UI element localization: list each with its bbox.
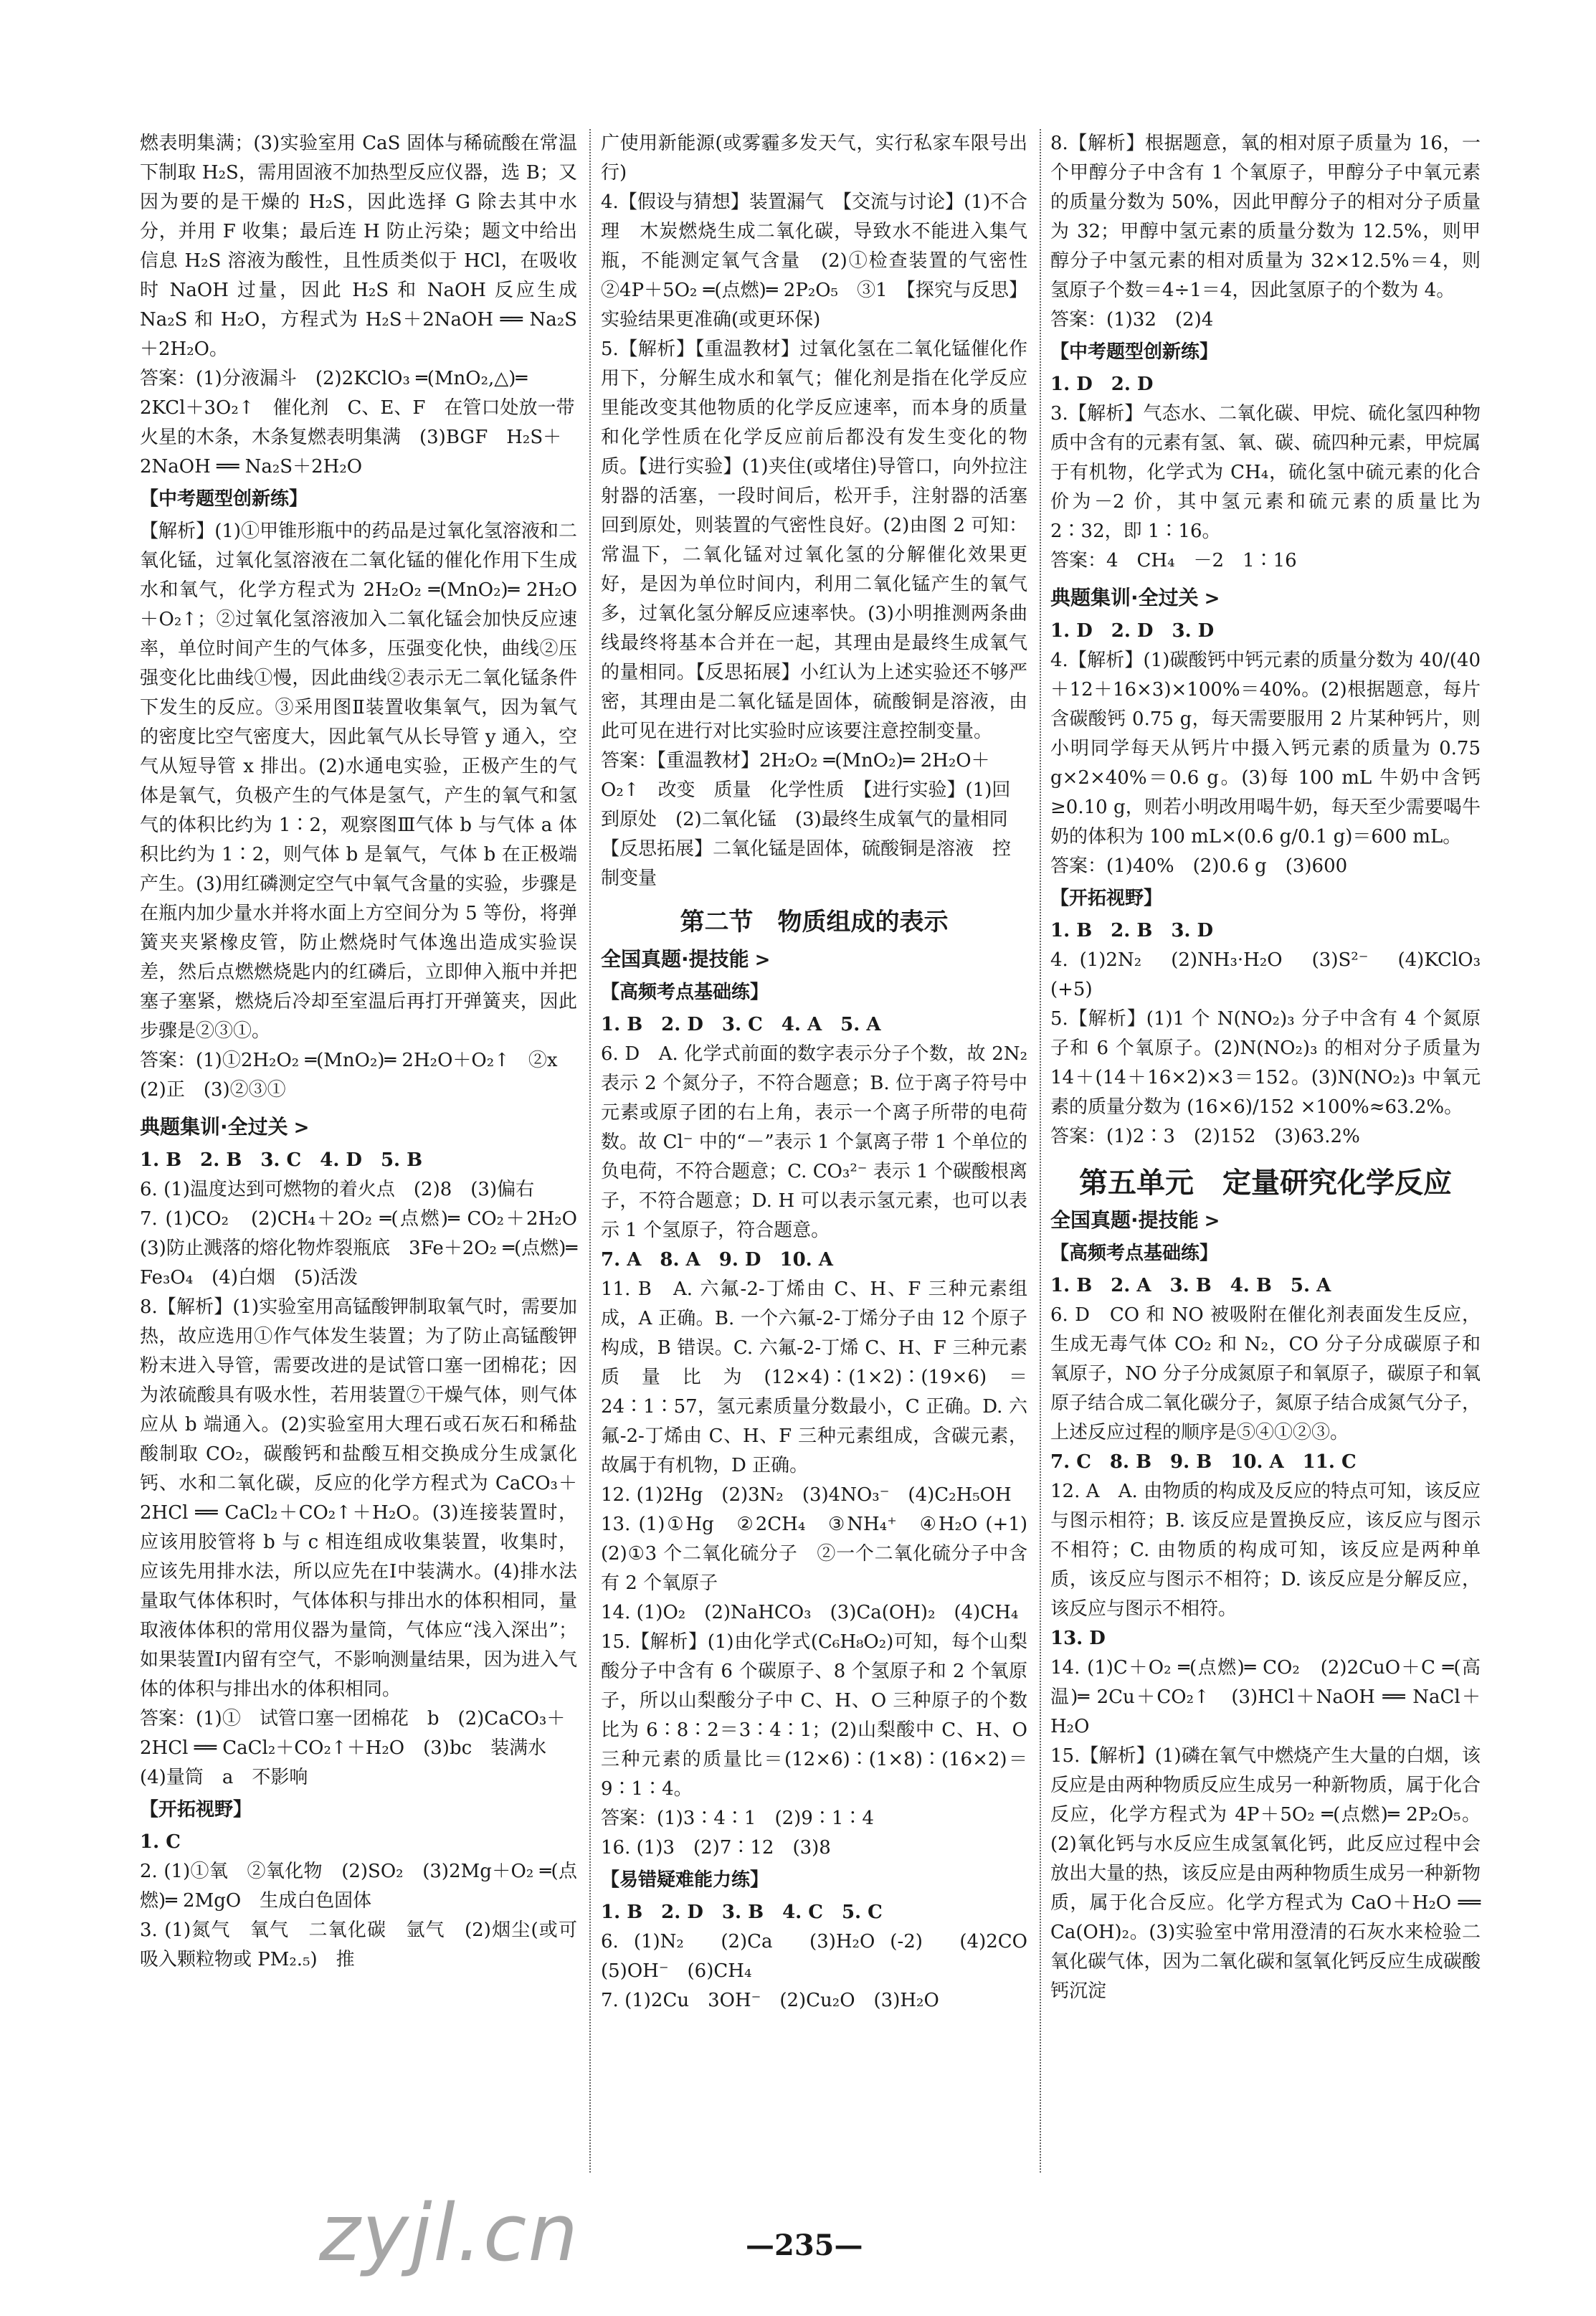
- answer-line: 答案：(1)①2H₂O₂ ═(MnO₂)═ 2H₂O＋O₂↑ ②x (2)正 (3)②③①: [140, 1050, 576, 1101]
- answer-list: 7. C 8. B 9. B 10. A 11. C: [1050, 1451, 1357, 1473]
- answer-list: 1. C: [140, 1831, 181, 1853]
- paragraph: 8.【解析】根据题意，氧的相对原子质量为 16，一个甲醇分子中含有 1 个氧原子，甲醇分子中氧元素的质量分数为 50%，因此甲醇分子的相对分子质量为 32；甲醇中氢元素的质量分数为 12.5%，则甲醇分子中氢元素的相对质量为 32×12.5%＝4，则氢原子个数＝4÷1＝4，因此氢原子的个数为 4。: [1050, 133, 1481, 301]
- chevron-right-icon: >: [754, 949, 771, 971]
- paragraph: 4.【解析】(1)碳酸钙中钙元素的质量分数为 40/(40＋12＋16×3)×100%＝40%。(2)根据题意，每片含碳酸钙 0.75 g，每天需要服用 2 片某种钙片，则小明同学每天从钙片中摄入钙元素的质量为 0.75 g×2×40%＝0.6 g。(3)每 100 mL 牛奶中含钙≥0.10 g，则若小明改用喝牛奶，每天至少需要喝牛奶的体积为 100 mL×(0.6 g/0.1 g)＝600 mL。: [1050, 650, 1481, 848]
- answer-list: 1. B 2. A 3. B 4. B 5. A: [1050, 1275, 1331, 1296]
- chevron-right-icon: >: [1204, 588, 1220, 609]
- answer-list: 1. B 2. D 3. B 4. C 5. C: [601, 1902, 883, 1923]
- answer-list: 1. D 2. D 3. D: [1050, 620, 1215, 642]
- page-number: —235—: [746, 2229, 863, 2262]
- watermark: zyjl.cn: [319, 2187, 580, 2279]
- answer-list: 7. (1)CO₂ (2)CH₄＋2O₂ ═(点燃)═ CO₂＋2H₂O (3)防止溅落的熔化物炸裂瓶底 3Fe＋2O₂ ═(点燃)═ Fe₃O₄ (4)白烟 (5)活泼: [140, 1208, 597, 1288]
- answer-line: 答案：【重温教材】2H₂O₂ ═(MnO₂)═ 2H₂O＋O₂↑ 改变 质量 化学性质 【进行实验】(1)回到原处 (2)二氧化锰 (3)最终生成氧气的量相同 【反思拓展】二氧化锰是固体，硫酸铜是溶液 控制变量: [601, 750, 1027, 889]
- unit-heading: 第五单元 定量研究化学反应: [1079, 1167, 1452, 1200]
- answer-line: 答案：4 CH₄ －2 1∶16: [1050, 550, 1297, 571]
- subsection-heading: 【中考题型创新练】: [140, 488, 308, 510]
- answer-list: 6. (1)温度达到可燃物的着火点 (2)8 (3)偏右: [140, 1179, 535, 1200]
- paragraph: 3.【解析】气态水、二氧化碳、甲烷、硫化氢四种物质中含有的元素有氢、氧、碳、硫四种元素，甲烷属于有机物，化学式为 CH₄，硫化氢中硫元素的化合价为－2 价，其中氢元素和硫元素的质量比为 2∶32，即 1∶16。: [1050, 403, 1481, 542]
- subsection-heading: 【开拓视野】: [140, 1799, 252, 1821]
- answer-list: 1. B 2. D 3. C 4. A 5. A: [601, 1014, 881, 1035]
- answer-line: 答案：(1)分液漏斗 (2)2KClO₃ ═(MnO₂,△)═ 2KCl＋3O₂↑ 催化剂 C、E、F 在管口处放一带火星的木条，木条复燃表明集满 (3)BGF H₂S＋2NaOH ══ Na₂S＋2H₂O: [140, 368, 575, 478]
- subsection-heading: 【开拓视野】: [1050, 888, 1163, 909]
- section-heading: 典题集训·全过关 >: [140, 1112, 577, 1143]
- answer-list: 7. A 8. A 9. D 10. A: [601, 1249, 833, 1271]
- column-divider-right: [1040, 129, 1041, 2173]
- answer-list: 2. (1)①氧 ②氧化物 (2)SO₂ (3)2Mg＋O₂ ═(点燃)═ 2MgO 生成白色固体: [140, 1861, 577, 1912]
- chevron-right-icon: >: [293, 1117, 310, 1139]
- subsection-heading: 【易错疑难能力练】: [601, 1869, 769, 1891]
- subsection-heading: 【高频考点基础练】: [1050, 1243, 1219, 1264]
- paragraph: 5.【解析】【重温教材】过氧化氢在二氧化锰催化作用下，分解生成水和氧气；催化剂是指在化学反应里能改变其他物质的化学反应速率，而本身的质量和化学性质在化学反应前后都没有发生变化的物质。【进行实验】(1)夹住(或堵住)导管口，向外拉注射器的活塞，一段时间后，松开手，注射器的活塞回到原处，则装置的气密性良好。(2)由图 2 可知：常温下，二氧化锰对过氧化氢的分解催化效果更好，是因为单位时间内，利用二氧化锰产生的氧气多，过氧化氢分解反应速率快。(3)小明推测两条曲线最终将基本合并在一起，其理由是最终生成氧气的量相同。【反思拓展】小红认为上述实验还不够严密，其理由是二氧化锰是固体，硫酸铜是溶液，由此可见在进行对比实验时应该要注意控制变量。: [601, 338, 1027, 742]
- answer-list: 3. (1)氮气 氧气 二氧化碳 氩气 (2)烟尘(或可吸入颗粒物或 PM₂.₅) 推: [140, 1919, 577, 1970]
- answer-line: 答案：(1)32 (2)4: [1050, 309, 1214, 331]
- section-heading: 全国真题·提技能 >: [601, 944, 1027, 975]
- paragraph: 8.【解析】(1)实验室用高锰酸钾制取氧气时，需要加热，故应选用①作气体发生装置；为了防止高锰酸钾粉末进入导管，需要改进的是试管口塞一团棉花；因为浓硫酸具有吸水性，若用装置⑦干燥气体，则气体应从 b 端通入。(2)实验室用大理石或石灰石和稀盐酸制取 CO₂，碳酸钙和盐酸互相交换成分生成氯化钙、水和二氧化碳，反应的化学方程式为 CaCO₃＋2HCl ══ CaCl₂＋CO₂↑＋H₂O。(3)连接装置时，应该用胶管将 b 与 c 相连组成收集装置，收集时，应该先用排水法，所以应先在Ⅰ中装满水。(4)排水法量取气体体积时，气体体积与排出水的体积相同，量取液体体积的常用仪器为量筒，气体应“浅入深出”；如果装置Ⅰ内留有空气，不影响测量结果，因为进入气体的体积与排出水的体积相同。: [140, 1296, 577, 1700]
- column-middle: [601, 129, 1047, 2165]
- subsection-heading: 【高频考点基础练】: [601, 982, 769, 1003]
- answer-list: 1. B 2. B 3. C 4. D 5. B: [140, 1149, 423, 1171]
- paragraph: 12. A A. 由物质的构成及反应的特点可知，该反应与图示相符；B. 该反应是置换反应，该反应与图示不相符；C. 由物质的构成可知，该反应是两种单质，该反应与图示不相符；D. 该反应是分解反应，该反应与图示不相符。: [1050, 1481, 1481, 1620]
- paragraph: 6. D CO 和 NO 被吸附在催化剂表面发生反应，生成无毒气体 CO₂ 和 N₂，CO 分子分成碳原子和氧原子，NO 分子分成氮原子和氧原子，碳原子和氧原子结合成二氧化碳分子，氮原子结合成氮气分子，上述反应过程的顺序是⑤④①②③。: [1050, 1304, 1481, 1443]
- paragraph: 15.【解析】(1)由化学式(C₆H₈O₂)可知，每个山梨酸分子中含有 6 个碳原子、8 个氢原子和 2 个氧原子，所以山梨酸分子中 C、H、O 三种原子的个数比为 6∶8∶2＝3∶4∶1；(2)山梨酸中 C、H、O 三种元素的质量比＝(12×6)∶(1×8)∶(16×2)＝9∶1∶4。: [601, 1631, 1027, 1800]
- answer-list: 14. (1)C＋O₂ ═(点燃)═ CO₂ (2)2CuO＋C ═(高温)═ 2Cu＋CO₂↑ (3)HCl＋NaOH ══ NaCl＋H₂O: [1050, 1657, 1481, 1737]
- paragraph: 15.【解析】(1)磷在氧气中燃烧产生大量的白烟，该反应是由两种物质反应生成另一种新物质，属于化合反应，化学方程式为 4P＋5O₂ ═(点燃)═ 2P₂O₅。(2)氧化钙与水反应生成氢氧化钙，此反应过程中会放出大量的热，该反应是由两种物质生成另一种新物质，属于化合反应。化学方程式为 CaO＋H₂O ══ Ca(OH)₂。(3)实验室中常用澄清的石灰水来检验二氧化碳气体，因为二氧化碳和氢氧化钙反应生成碳酸钙沉淀: [1050, 1745, 1481, 2002]
- answer-list: 13. (1)①Hg ②2CH₄ ③NH₄⁺ ④H₂O (+1) (2)①3 个二氧化硫分子 ②一个二氧化硫分子中含有 2 个氧原子: [601, 1514, 1047, 1594]
- column-right: [1050, 129, 1481, 2165]
- answer-list: 16. (1)3 (2)7∶12 (3)8: [601, 1837, 831, 1859]
- paragraph: 燃表明集满；(3)实验室用 CaS 固体与稀硫酸在常温下制取 H₂S，需用固液不加热型反应仪器，选 B；又因为要的是干燥的 H₂S，因此选择 G 除去其中水分，并用 F 收集；最后连 H 防止污染；题文中给出信息 H₂S 溶液为酸性，且性质类似于 HCl，在吸收时 NaOH 过量，因此 H₂S 和 NaOH 反应生成 Na₂S 和 H₂O，方程式为 H₂S＋2NaOH ══ Na₂S＋2H₂O。: [140, 133, 577, 360]
- section-heading: 全国真题·提技能 >: [1050, 1205, 1481, 1236]
- answer-list: 1. D 2. D: [1050, 374, 1154, 395]
- column-left: [140, 129, 597, 2165]
- chevron-right-icon: >: [1204, 1210, 1220, 1232]
- answer-list: 7. (1)2Cu 3OH⁻ (2)Cu₂O (3)H₂O: [601, 1990, 939, 2011]
- answer-line: 答案：(1)2∶3 (2)152 (3)63.2%: [1050, 1126, 1360, 1147]
- answer-list: 14. (1)O₂ (2)NaHCO₃ (3)Ca(OH)₂ (4)CH₄: [601, 1602, 1019, 1623]
- answer-line: 答案：(1)① 试管口塞一团棉花 b (2)CaCO₃＋2HCl ══ CaCl₂＋CO₂↑＋H₂O (3)bc 装满水 (4)量筒 a 不影响: [140, 1708, 566, 1788]
- answer-list: 4.【假设与猜想】装置漏气 【交流与讨论】(1)不合理 木炭燃烧生成二氧化碳，导致水不能进入集气瓶，不能测定氧气含量 (2)①检查装置的气密性 ②4P＋5O₂ ═(点燃)═ 2P₂O₅ ③1 【探究与反思】实验结果更准确(或更环保): [601, 191, 1047, 331]
- chapter-heading: 第二节 物质组成的表示: [680, 908, 949, 936]
- paragraph: 11. B A. 六氟-2-丁烯由 C、H、F 三种元素组成，A 正确。B. 一个六氟-2-丁烯分子由 12 个原子构成，B 错误。C. 六氟-2-丁烯 C、H、F 三种元素质量比为(12×4)∶(1×2)∶(19×6)＝24∶1∶57，氢元素质量分数最小，C 正确。D. 六氟-2-丁烯由 C、H、F 三种元素组成，含碳元素，故属于有机物，D 正确。: [601, 1278, 1027, 1476]
- paragraph: 广使用新能源(或雾霾多发天气，实行私家车限号出行): [601, 133, 1027, 184]
- answer-line: 答案：(1)40% (2)0.6 g (3)600: [1050, 855, 1348, 877]
- section-heading: 典题集训·全过关 >: [1050, 583, 1481, 614]
- subsection-heading: 【中考题型创新练】: [1050, 341, 1219, 363]
- answer-list: 4. (1)2N₂ (2)NH₃·H₂O (3)S²⁻ (4)KClO₃ (+5): [1050, 949, 1481, 1000]
- answer-list: 13. D: [1050, 1628, 1106, 1649]
- paragraph: 【解析】(1)①甲锥形瓶中的药品是过氧化氢溶液和二氧化锰，过氧化氢溶液在二氧化锰的催化作用下生成水和氧气，化学方程式为 2H₂O₂ ═(MnO₂)═ 2H₂O＋O₂↑；②过氧化氢溶液加入二氧化锰会加快反应速率，单位时间产生的气体多，压强变化快，曲线②压强变化比曲线①慢，因此曲线②表示无二氧化锰条件下发生的反应。③采用图Ⅱ装置收集氧气，因为氧气的密度比空气密度大，因此氧气从长导管 y 通入，空气从短导管 x 排出。(2)水通电实验，正极产生的气体是氧气，负极产生的气体是氢气，产生的氧气和氢气的体积比约为 1∶2，观察图Ⅲ气体 b 与气体 a 体积比约为 1∶2，则气体 b 是氧气，气体 b 在正极端产生。(3)用红磷测定空气中氧气含量的实验，步骤是在瓶内加少量水并将水面上方空间分为 5 等份，将弹簧夹夹紧橡皮管，防止燃烧时气体逸出造成实验误差，然后点燃燃烧匙内的红磷后，立即伸入瓶中并把塞子塞紧，燃烧后冷却至室温后再打开弹簧夹，因此步骤是②③①。: [140, 521, 577, 1042]
- paragraph: 5.【解析】(1)1 个 N(NO₂)₃ 分子中含有 4 个氮原子和 6 个氧原子。(2)N(NO₂)₃ 的相对分子质量为 14＋(14＋16×2)×3＝152。(3)N(NO₂)₃ 中氧元素的质量分数为 (16×6)/152 ×100%≈63.2%。: [1050, 1008, 1481, 1118]
- answer-line: 答案：(1)3∶4∶1 (2)9∶1∶4: [601, 1808, 874, 1829]
- answer-list: 6. (1)N₂ (2)Ca (3)H₂O (-2) (4)2CO (5)OH⁻ (6)CH₄: [601, 1931, 1047, 1982]
- paragraph: 6. D A. 化学式前面的数字表示分子个数，故 2N₂ 表示 2 个氮分子，不符合题意；B. 位于离子符号中元素或原子团的右上角，表示一个离子所带的电荷数。故 Cl⁻ 中的“－”表示 1 个氯离子带 1 个单位的负电荷，不符合题意；C. CO₃²⁻ 表示 1 个碳酸根离子，不符合题意；D. H 可以表示氢元素，也可以表示 1 个氢原子，符合题意。: [601, 1043, 1027, 1241]
- answer-list: 1. B 2. B 3. D: [1050, 920, 1214, 941]
- answer-list: 12. (1)2Hg (2)3N₂ (3)4NO₃⁻ (4)C₂H₅OH: [601, 1484, 1012, 1506]
- column-divider-left: [589, 129, 591, 2173]
